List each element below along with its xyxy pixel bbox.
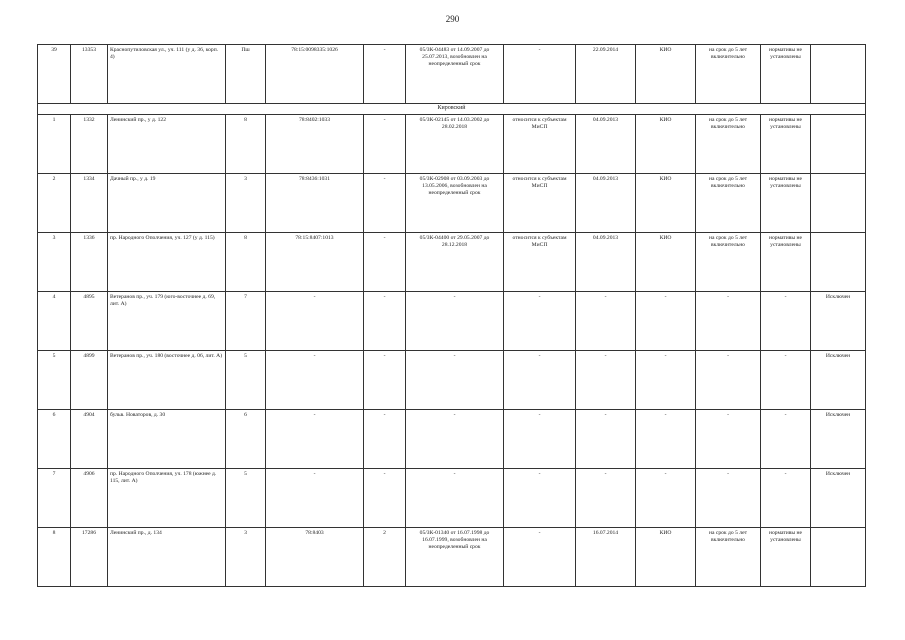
- table-row: [38, 292, 866, 351]
- row-norms: -: [761, 292, 811, 351]
- row-id: 1334: [71, 174, 108, 233]
- row-num: 8: [38, 528, 71, 587]
- row-doc: -: [406, 292, 504, 351]
- row-org: КИО: [636, 45, 696, 104]
- row-doc: 05/ЗК-04400 от 29.05.2007 до 28.12.2018: [406, 233, 504, 292]
- row-date: 04.09.2013: [576, 174, 636, 233]
- row-org: -: [636, 410, 696, 469]
- row-term: -: [696, 469, 761, 528]
- row-col4: 6: [226, 410, 266, 469]
- row-norms: нормативы не установлены: [761, 115, 811, 174]
- row-col4: 8: [226, 233, 266, 292]
- row-org: КИО: [636, 233, 696, 292]
- row-id: 1332: [71, 115, 108, 174]
- table-row: [38, 469, 866, 528]
- row-org: -: [636, 469, 696, 528]
- row-col6: -: [364, 45, 406, 104]
- row-cadastral: 78:15:0098335:1026: [266, 45, 364, 104]
- row-address: бульв. Новаторов, д. 30: [108, 410, 226, 469]
- row-norms: нормативы не установлены: [761, 45, 811, 104]
- row-col4: 8: [226, 115, 266, 174]
- row-num: 2: [38, 174, 71, 233]
- row-term: -: [696, 292, 761, 351]
- row-norms: -: [761, 410, 811, 469]
- table-row: [38, 45, 866, 104]
- row-id: 17286: [71, 528, 108, 587]
- row-address: пр. Народного Ополчения, уч. 178 (южнее д. 115, лит. А): [108, 469, 226, 528]
- row-org: -: [636, 292, 696, 351]
- row-note: -: [504, 292, 576, 351]
- row-cadastral: -: [266, 469, 364, 528]
- row-term: на срок до 5 лет включительно: [696, 45, 761, 104]
- row-doc: 05/ЗК-04483 от 14.09.2007 до 25.07.2013, возобновлен на неопределенный срок: [406, 45, 504, 104]
- row-org: КИО: [636, 115, 696, 174]
- row-id: 4904: [71, 410, 108, 469]
- row-cadastral: -: [266, 351, 364, 410]
- row-col6: -: [364, 174, 406, 233]
- row-address: Краснопутиловская ул., уч. 111 (у д. 36, корп. 4): [108, 45, 226, 104]
- row-note: -: [504, 469, 576, 528]
- row-id: 1336: [71, 233, 108, 292]
- row-norms: нормативы не установлены: [761, 233, 811, 292]
- row-col4: 7: [226, 292, 266, 351]
- row-term: -: [696, 351, 761, 410]
- row-col6: -: [364, 351, 406, 410]
- row-col4: 5: [226, 351, 266, 410]
- row-date: -: [576, 351, 636, 410]
- row-doc: -: [406, 351, 504, 410]
- row-norms: -: [761, 469, 811, 528]
- data-table: [37, 44, 866, 587]
- row-status: [811, 528, 866, 587]
- row-note: -: [504, 45, 576, 104]
- row-note: -: [504, 351, 576, 410]
- row-num: 7: [38, 469, 71, 528]
- row-cadastral: 78:8403: [266, 528, 364, 587]
- row-term: на срок до 5 лет включительно: [696, 115, 761, 174]
- row-col6: 2: [364, 528, 406, 587]
- table-row: [38, 410, 866, 469]
- table-row: [38, 115, 866, 174]
- row-num: 39: [38, 45, 71, 104]
- row-org: КИО: [636, 528, 696, 587]
- row-norms: нормативы не установлены: [761, 174, 811, 233]
- row-term: на срок до 5 лет включительно: [696, 528, 761, 587]
- row-cadastral: 78:15:8407:1013: [266, 233, 364, 292]
- row-term: -: [696, 410, 761, 469]
- row-doc: 05/ЗК-01340 от 16.07.1998 до 16.07.1999, возобновлен на неопределенный срок: [406, 528, 504, 587]
- row-note: относится к субъектам МиСП: [504, 233, 576, 292]
- row-doc: 05/ЗК-02908 от 03.09.2003 до 13.05.2006, возобновлен на неопределенный срок: [406, 174, 504, 233]
- row-status: Исключен: [811, 292, 866, 351]
- row-num: 6: [38, 410, 71, 469]
- table-row: [38, 233, 866, 292]
- row-note: -: [504, 528, 576, 587]
- row-num: 1: [38, 115, 71, 174]
- row-status: [811, 174, 866, 233]
- row-id: 4906: [71, 469, 108, 528]
- row-doc: 05/ЗК-02145 от 14.03.2002 до 28.02.2018: [406, 115, 504, 174]
- row-col6: -: [364, 115, 406, 174]
- row-address: Дачный пр., у д. 19: [108, 174, 226, 233]
- page-number: 290: [445, 14, 460, 24]
- row-org: -: [636, 351, 696, 410]
- row-cadastral: -: [266, 410, 364, 469]
- row-date: -: [576, 469, 636, 528]
- table-row: [38, 174, 866, 233]
- row-term: на срок до 5 лет включительно: [696, 174, 761, 233]
- row-status: [811, 115, 866, 174]
- row-cadastral: 78:8402:1033: [266, 115, 364, 174]
- row-address: Ленинский пр., д. 134: [108, 528, 226, 587]
- row-address: Ленинский пр., у д. 122: [108, 115, 226, 174]
- row-col4: 3: [226, 174, 266, 233]
- row-col6: -: [364, 410, 406, 469]
- row-id: 4899: [71, 351, 108, 410]
- row-address: Ветеранов пр., уч. 180 (восточнее д. 06, лит. А): [108, 351, 226, 410]
- row-norms: нормативы не установлены: [761, 528, 811, 587]
- row-col4: 3: [226, 528, 266, 587]
- row-org: КИО: [636, 174, 696, 233]
- row-note: относится к субъектам МиСП: [504, 174, 576, 233]
- row-col4: Пш: [226, 45, 266, 104]
- row-note: относится к субъектам МиСП: [504, 115, 576, 174]
- row-date: 22.09.2014: [576, 45, 636, 104]
- section-title: Кировский: [38, 104, 866, 115]
- row-date: 04.09.2013: [576, 115, 636, 174]
- table-row: [38, 528, 866, 587]
- row-id: 13353: [71, 45, 108, 104]
- row-date: 16.07.2014: [576, 528, 636, 587]
- row-status: [811, 45, 866, 104]
- row-doc: -: [406, 469, 504, 528]
- row-address: Ветеранов пр., уч. 179 (юго-восточнее д. 69, лит. А): [108, 292, 226, 351]
- row-num: 4: [38, 292, 71, 351]
- row-status: Исключен: [811, 351, 866, 410]
- row-date: -: [576, 410, 636, 469]
- row-note: -: [504, 410, 576, 469]
- row-id: 4895: [71, 292, 108, 351]
- row-num: 3: [38, 233, 71, 292]
- row-norms: -: [761, 351, 811, 410]
- row-status: Исключен: [811, 469, 866, 528]
- row-col6: -: [364, 469, 406, 528]
- row-date: 04.09.2013: [576, 233, 636, 292]
- section-row: [38, 104, 866, 115]
- row-cadastral: 78:8436:1031: [266, 174, 364, 233]
- row-date: -: [576, 292, 636, 351]
- row-doc: -: [406, 410, 504, 469]
- row-num: 5: [38, 351, 71, 410]
- table-row: [38, 351, 866, 410]
- row-address: пр. Народного Ополчения, уч. 127 (у д. 115): [108, 233, 226, 292]
- row-status: [811, 233, 866, 292]
- row-col6: -: [364, 233, 406, 292]
- row-status: Исключен: [811, 410, 866, 469]
- row-cadastral: -: [266, 292, 364, 351]
- row-col4: 5: [226, 469, 266, 528]
- row-col6: -: [364, 292, 406, 351]
- row-term: на срок до 5 лет включительно: [696, 233, 761, 292]
